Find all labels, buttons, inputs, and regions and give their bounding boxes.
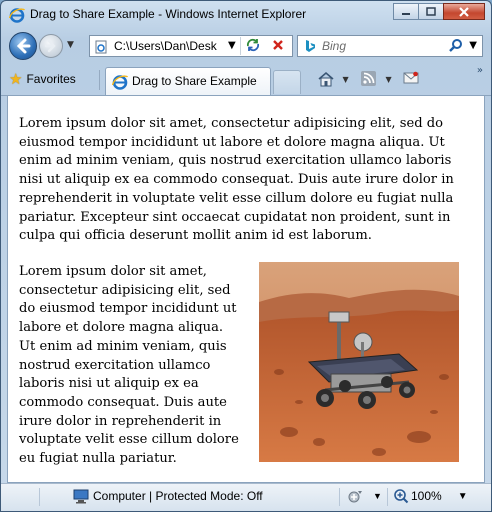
tab-label: Drag to Share Example — [132, 74, 257, 88]
minimize-icon — [401, 8, 411, 16]
computer-icon — [73, 488, 89, 504]
maximize-button[interactable] — [418, 3, 444, 20]
forward-button[interactable] — [39, 34, 63, 58]
status-divider — [387, 488, 388, 506]
address-bar[interactable] — [89, 35, 293, 57]
title-bar[interactable] — [1, 1, 491, 29]
navigation-bar — [1, 29, 491, 63]
home-button[interactable] — [317, 71, 349, 89]
paragraph-2: Lorem ipsum dolor sit amet, consectetur adipisicing elit, sed do eiusmod tempor incididunt ut labore et dolore magna aliqua. Ut enim ad minim veniam, quis nostrud exercitation ullamco laboris nisi ut aliquip ex ea commodo consequat. Duis aute irure dolor in reprehenderit in voluptate velit esse cillum dolore eu fugiat nulla pariatur. — [19, 264, 239, 467]
chevron-down-icon[interactable]: ▼ — [457, 490, 468, 502]
toolbar-divider — [99, 70, 100, 90]
chevron-down-icon[interactable]: ▼ — [373, 491, 382, 501]
home-icon — [317, 71, 335, 87]
mail-icon — [403, 71, 419, 85]
favorites-button[interactable] — [9, 69, 76, 89]
paragraph-1: Lorem ipsum dolor sit amet, consectetur adipisicing elit, sed do eiusmod tempor incididunt ut labore et dolore magna aliqua. Ut enim ad minim veniam, quis nostrud exercitation ullamco laboris nisi ut aliquip ex ea commodo consequat. Duis aute irure dolor in reprehenderit in voluptate velit esse cillum dolore eu fugiat nulla pariatur. Excepteur sint occaecat cupidatat non proident, sunt in culpa qui officia deserunt mollit anim id est laborum. — [19, 116, 454, 244]
recent-pages-dropdown[interactable]: ▼ — [67, 40, 74, 50]
zoom-level: 100% — [411, 489, 442, 503]
minimize-button[interactable] — [393, 3, 419, 20]
internet-explorer-icon — [9, 7, 25, 23]
chevron-down-icon[interactable]: ▼ — [342, 75, 349, 84]
close-icon — [458, 7, 470, 17]
search-input[interactable]: Bing — [322, 39, 347, 53]
back-button[interactable] — [9, 32, 37, 60]
refresh-button[interactable] — [240, 37, 265, 55]
page-content — [7, 96, 485, 483]
new-tab-button[interactable] — [273, 70, 301, 94]
pop-up-blocker-icon — [347, 488, 365, 504]
more-commands-chevron-icon[interactable]: » — [476, 65, 481, 76]
window-title: Drag to Share Example - Windows Internet Explorer — [30, 7, 307, 21]
search-box[interactable] — [297, 35, 483, 57]
status-bar — [1, 483, 491, 512]
back-arrow-icon — [10, 33, 36, 59]
feeds-button[interactable] — [361, 71, 392, 89]
stop-button[interactable] — [266, 37, 290, 55]
favorites-label: Favorites — [26, 72, 76, 86]
window-controls — [393, 3, 485, 21]
close-window-button[interactable] — [443, 3, 485, 20]
status-divider — [339, 488, 340, 506]
star-icon: ★ — [9, 71, 23, 88]
rss-feed-icon — [361, 71, 376, 86]
read-mail-button[interactable] — [403, 71, 419, 89]
search-icon — [448, 37, 464, 55]
maximize-icon — [426, 7, 436, 16]
search-button[interactable] — [448, 37, 464, 55]
zoom-control[interactable] — [393, 488, 468, 504]
security-status[interactable] — [347, 488, 382, 504]
security-zone[interactable] — [73, 488, 263, 504]
chevron-down-icon[interactable]: ▼ — [385, 74, 392, 84]
status-divider — [39, 488, 40, 506]
address-dropdown-icon[interactable]: ▼ — [228, 40, 236, 51]
address-input[interactable]: C:\Users\Dan\Desk — [114, 39, 217, 53]
search-options-dropdown[interactable]: ▼ — [469, 40, 477, 51]
internet-explorer-icon — [112, 74, 128, 90]
refresh-icon — [245, 37, 261, 53]
zone-label: Computer | Protected Mode: Off — [93, 489, 263, 503]
tab-bar — [1, 63, 491, 96]
stop-icon — [272, 39, 284, 51]
tab-drag-to-share[interactable] — [105, 67, 271, 95]
mars-rover-image[interactable] — [259, 262, 459, 462]
bing-icon — [302, 38, 318, 54]
zoom-icon — [393, 488, 409, 504]
page-icon — [94, 39, 108, 53]
forward-arrow-icon — [40, 35, 62, 57]
